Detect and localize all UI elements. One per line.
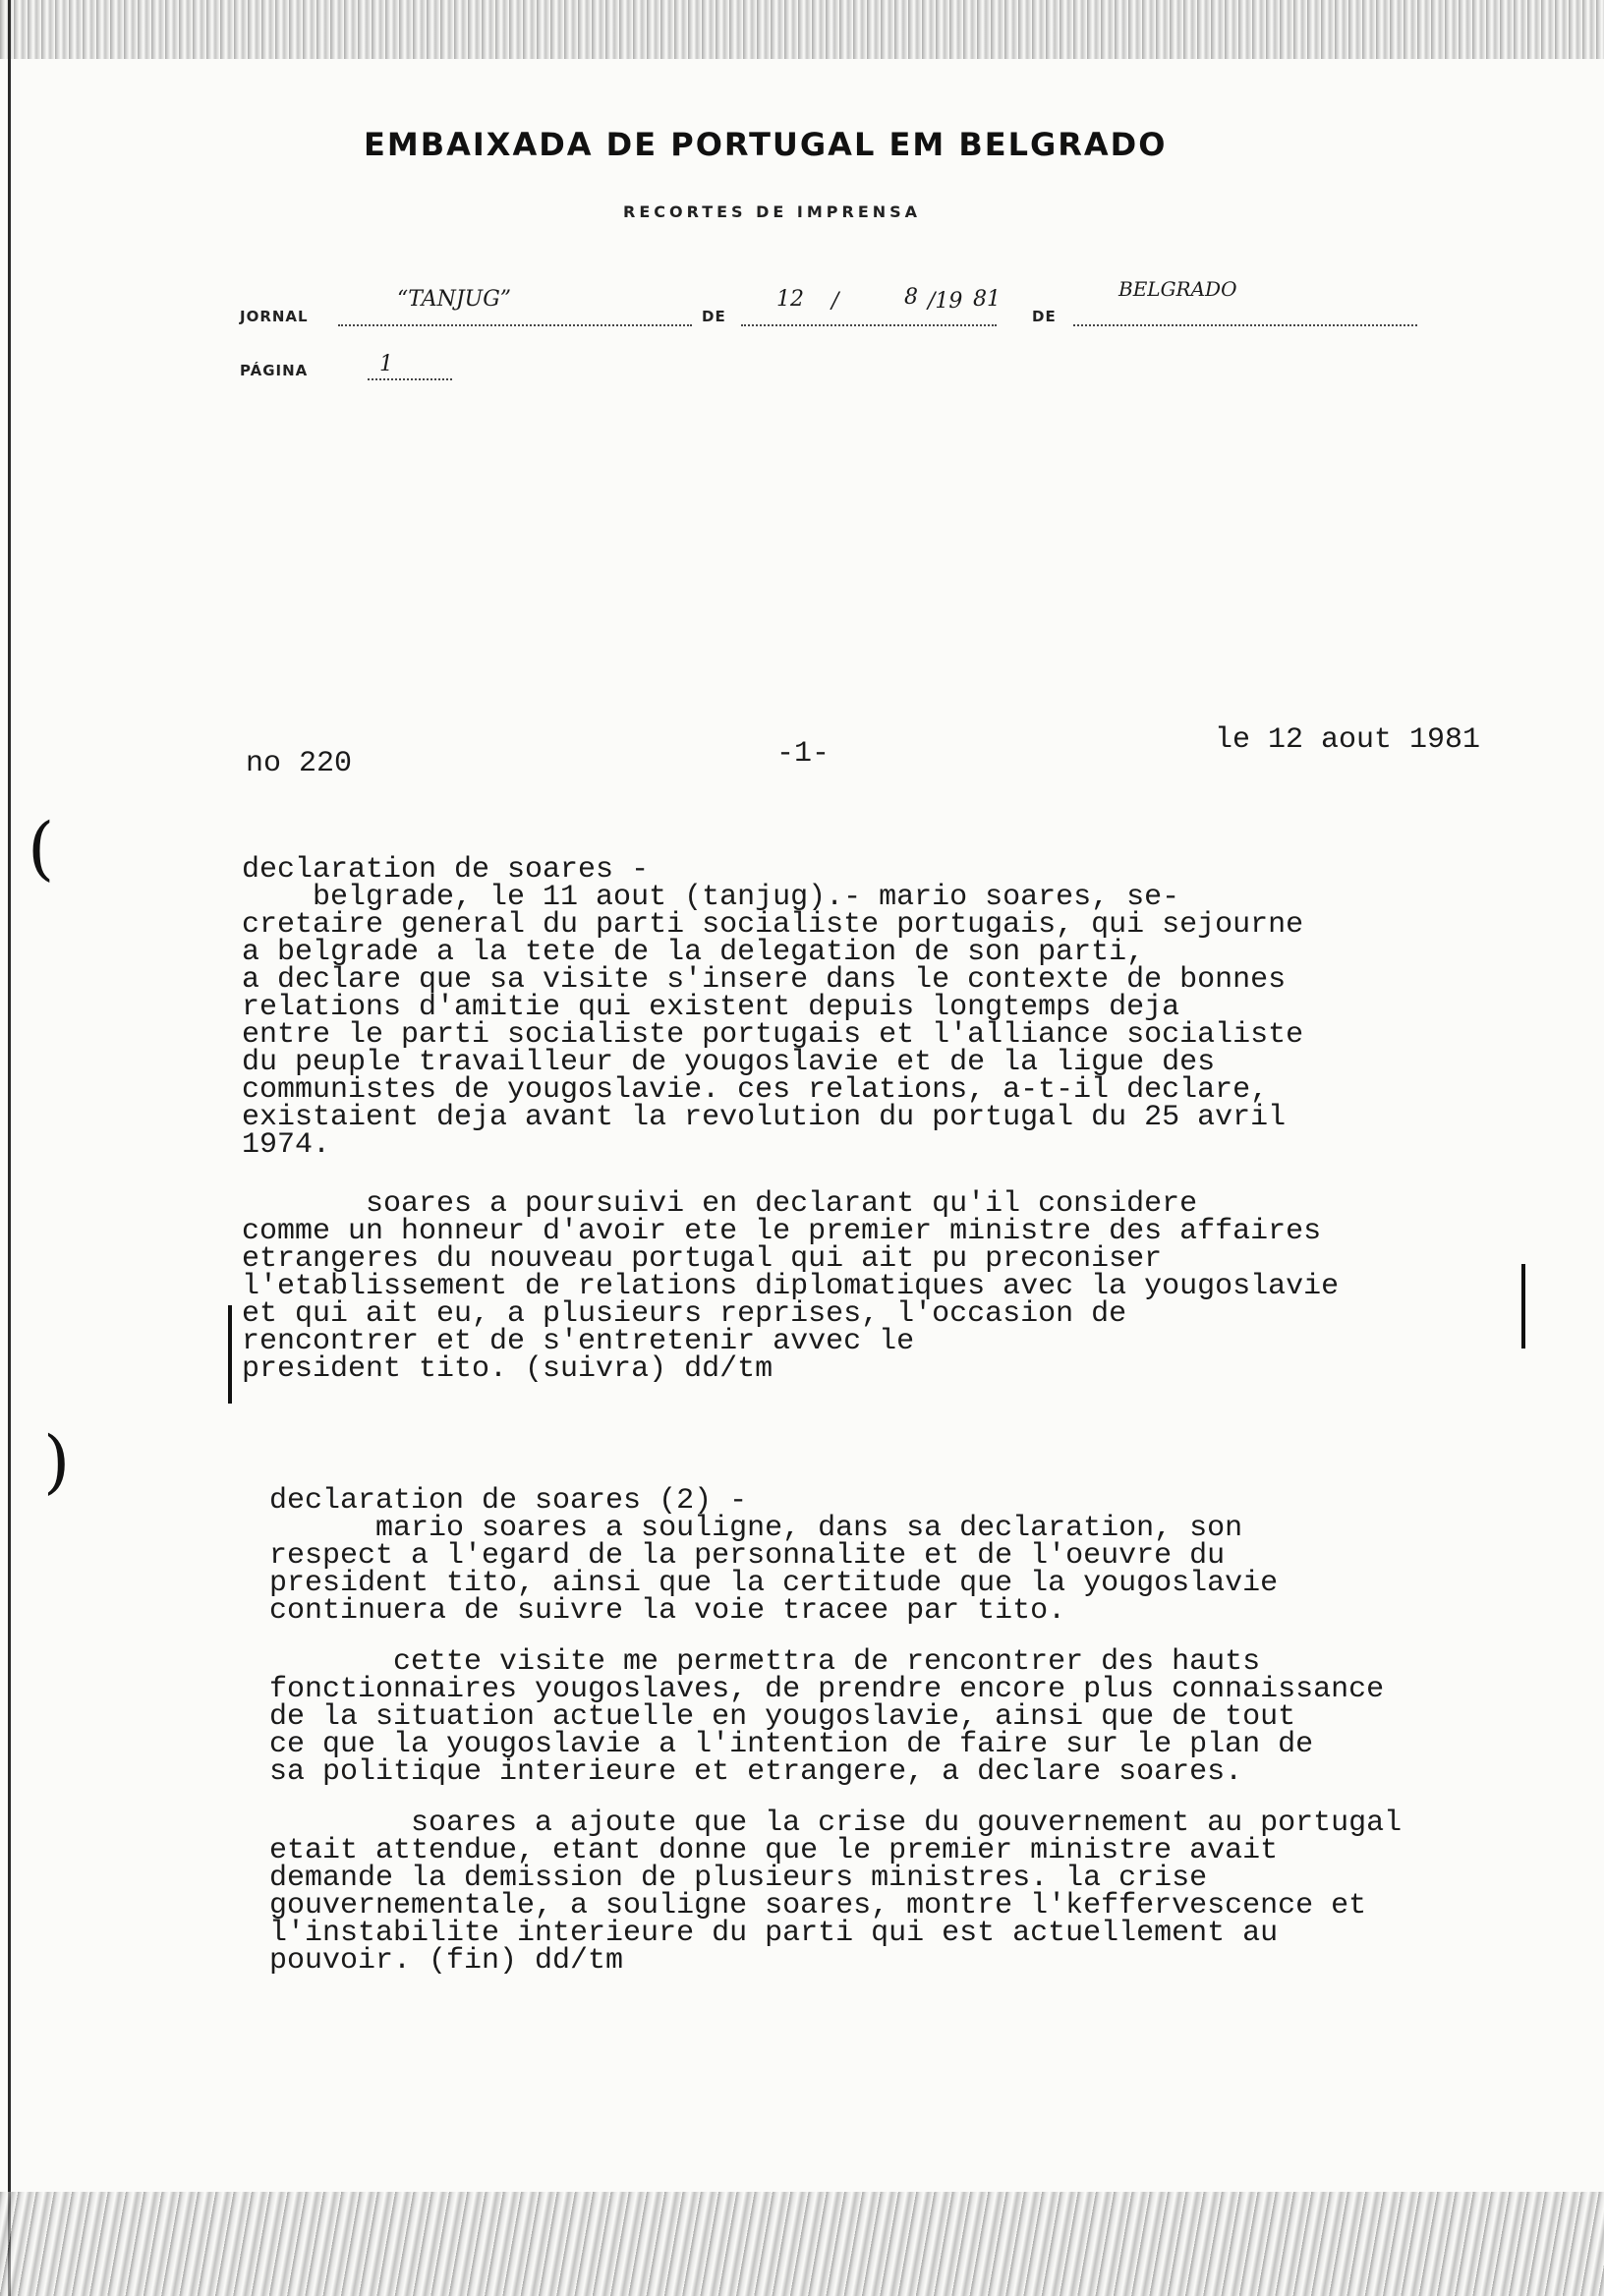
city-de-label: DE: [1032, 308, 1057, 325]
margin-mark-close: ): [43, 1421, 71, 1502]
margin-bracket-right: [1521, 1264, 1525, 1349]
part2-line-11: soares a ajoute que la crise du gouvernement au portugal: [269, 1807, 1403, 1840]
part2-line-15: l'instabilite interieure du parti qui est actuellement au: [269, 1917, 1279, 1950]
embassy-title: EMBAIXADA DE PORTUGAL EM BELGRADO: [364, 126, 1168, 163]
dispatch-number: no 220: [246, 747, 353, 780]
part1-line-1: declaration de soares -: [242, 853, 650, 887]
pagina-label: PÁGINA: [240, 362, 309, 379]
part1-line-18: president tito. (suivra) dd/tm: [242, 1352, 773, 1386]
part1-line-9: communistes de yougoslavie. ces relations, a-t-il declare,: [242, 1073, 1269, 1107]
part1-line-10: existaient deja avant la revolution du portugal du 25 avril: [242, 1101, 1287, 1134]
part2-line-5: continuera de suivre la voie tracee par tito.: [269, 1594, 1066, 1628]
date-month: 8: [904, 285, 918, 310]
part1-line-4: a belgrade a la tete de la delegation de son parti,: [242, 936, 1145, 969]
part1-line-13: comme un honneur d'avoir ete le premier ministre des affaires: [242, 1215, 1322, 1248]
part1-line-5: a declare que sa visite s'insere dans le contexte de bonnes: [242, 963, 1287, 997]
press-clippings-subtitle: RECORTES DE IMPRENSA: [623, 202, 922, 221]
jornal-underline: [338, 324, 692, 326]
part2-line-6: cette visite me permettra de rencontrer des hauts: [269, 1645, 1261, 1679]
scan-noise-top: [0, 0, 1604, 59]
jornal-label: JORNAL: [240, 308, 309, 325]
part1-line-12: soares a poursuivi en declarant qu'il considere: [242, 1187, 1198, 1221]
part1-line-3: cretaire general du parti socialiste portugais, qui sejourne: [242, 908, 1304, 942]
part2-line-13: demande la demission de plusieurs ministres. la crise: [269, 1862, 1208, 1895]
city-underline: [1073, 324, 1417, 326]
dispatch-page-marker: -1-: [776, 737, 831, 771]
margin-mark-open: (: [28, 808, 55, 889]
part1-line-7: entre le parti socialiste portugais et l'alliance socialiste: [242, 1018, 1304, 1052]
part1-line-17: rencontrer et de s'entretenir avvec le: [242, 1325, 915, 1358]
part1-line-14: etrangeres du nouveau portugal qui ait pu preconiser: [242, 1242, 1163, 1276]
date-separator-2: /19: [928, 289, 963, 314]
city-value: BELGRADO: [1118, 277, 1237, 301]
date-year: 81: [973, 287, 1001, 312]
part1-line-11: 1974.: [242, 1128, 331, 1162]
part2-line-8: de la situation actuelle en yougoslavie, ainsi que de tout: [269, 1700, 1296, 1734]
date-separator-1: /: [831, 289, 839, 314]
jornal-value: “TANJUG”: [397, 287, 512, 312]
part2-line-9: ce que la yougoslavie a l'intention de faire sur le plan de: [269, 1728, 1314, 1761]
part2-line-4: president tito, ainsi que la certitude que la yougoslavie: [269, 1567, 1279, 1600]
pagina-value: 1: [379, 352, 393, 376]
part2-line-16: pouvoir. (fin) dd/tm: [269, 1944, 624, 1978]
pagina-underline: [368, 378, 452, 380]
part2-line-14: gouvernementale, a souligne soares, montre l'keffervescence et: [269, 1889, 1367, 1923]
part1-line-8: du peuple travailleur de yougoslavie et de la ligue des: [242, 1046, 1216, 1079]
part2-line-12: etait attendue, etant donne que le premier ministre avait: [269, 1834, 1279, 1867]
part1-line-15: l'etablissement de relations diplomatiques avec la yougoslavie: [242, 1270, 1340, 1303]
part2-line-2: mario soares a souligne, dans sa declaration, son: [269, 1512, 1243, 1545]
margin-bracket-left: [228, 1305, 232, 1404]
part2-line-3: respect a l'egard de la personnalite et de l'oeuvre du: [269, 1539, 1226, 1573]
part2-line-1: declaration de soares (2) -: [269, 1484, 748, 1518]
date-de-label: DE: [702, 308, 726, 325]
part1-line-2: belgrade, le 11 aout (tanjug).- mario soares, se-: [242, 881, 1180, 914]
scan-noise-bottom: [0, 2192, 1604, 2296]
part1-line-6: relations d'amitie qui existent depuis longtemps deja: [242, 991, 1180, 1024]
part1-line-16: et qui ait eu, a plusieurs reprises, l'occasion de: [242, 1297, 1127, 1331]
dispatch-date: le 12 aout 1981: [1215, 723, 1481, 757]
page-edge-rule: [8, 0, 11, 2296]
part2-line-10: sa politique interieure et etrangere, a declare soares.: [269, 1755, 1243, 1789]
date-underline: [741, 324, 997, 326]
date-day: 12: [776, 287, 804, 312]
part2-line-7: fonctionnaires yougoslaves, de prendre encore plus connaissance: [269, 1673, 1385, 1706]
